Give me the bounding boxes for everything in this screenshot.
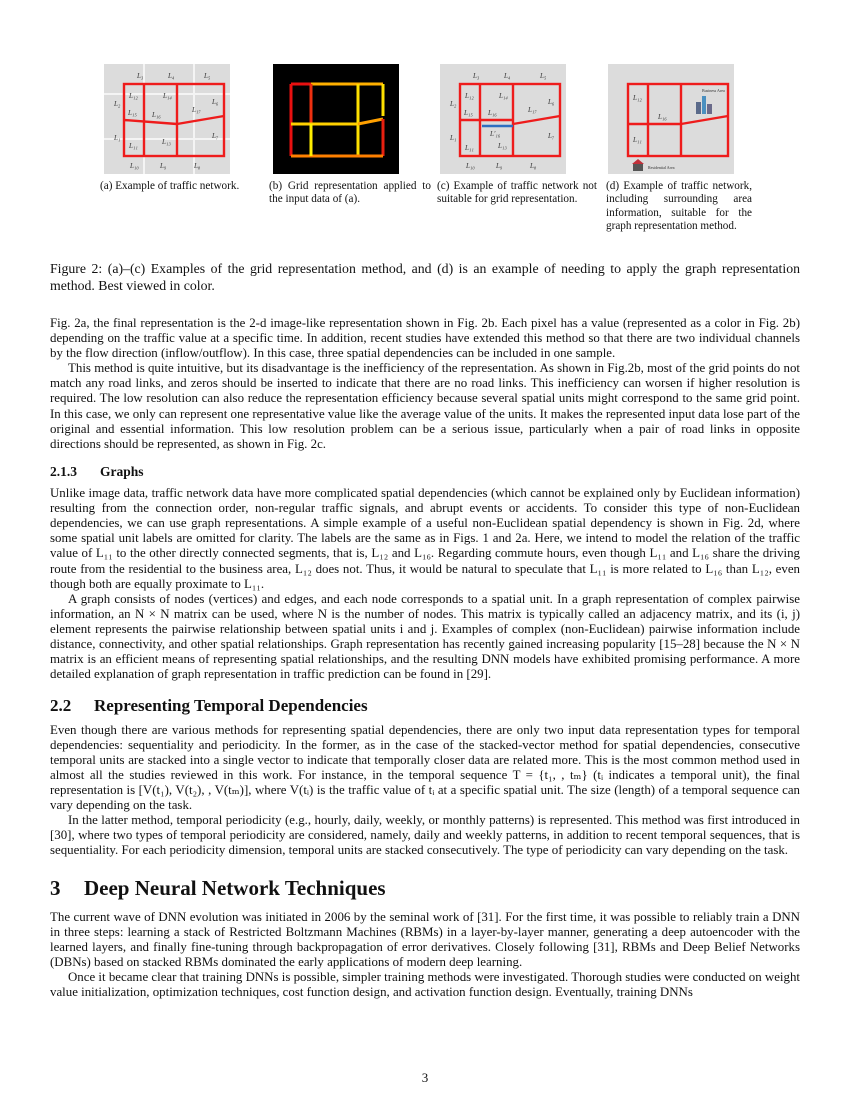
label: L₁₂ xyxy=(633,94,642,102)
figure-2a-traffic-network xyxy=(104,64,230,174)
label: L₉ xyxy=(160,162,167,170)
label: L₁₁ xyxy=(633,136,642,144)
label: L₁₄ xyxy=(163,92,172,100)
subcaption-b: (b) Grid representation applied to the input data of (a). xyxy=(269,180,431,206)
section-temporal-body xyxy=(50,723,800,859)
label: L₂ xyxy=(114,100,121,108)
label: L₁₁ xyxy=(465,144,474,152)
label: L₁₃ xyxy=(498,142,507,150)
subcaption-c: (c) Example of traffic network not suitable for grid representation. xyxy=(437,180,597,206)
label: L₁₅ xyxy=(464,109,473,117)
label: L₂ xyxy=(450,100,457,108)
label: L₁₂ xyxy=(465,92,474,100)
section-number: 3 xyxy=(50,876,61,901)
section-dnn-body xyxy=(50,910,800,1001)
label: L₁₃ xyxy=(162,138,171,146)
label: L₉ xyxy=(496,162,503,170)
label: L₁₆ xyxy=(152,111,161,119)
figure-2d-graph-network xyxy=(608,64,734,174)
label: L₁ xyxy=(114,134,121,142)
label: L₁₁ xyxy=(129,142,138,150)
label: L₆ xyxy=(212,98,219,106)
label: L₁₀ xyxy=(130,162,139,170)
label: L₅ xyxy=(204,72,211,80)
subcaption-d: (d) Example of traffic network, including surrounding area information, suitable for the graph representation method. xyxy=(606,180,752,232)
label: L₁₆ xyxy=(488,109,497,117)
label: L₅ xyxy=(540,72,547,80)
label: L₁₇ xyxy=(192,106,201,114)
label: L₄ xyxy=(504,72,511,80)
figure-2b-grid-representation xyxy=(273,64,399,174)
body-text xyxy=(50,316,800,1086)
subcaption-a: (a) Example of traffic network. xyxy=(100,180,240,192)
label: L₁₆ xyxy=(658,113,667,121)
subsection-heading-temporal xyxy=(50,696,800,716)
label: L₄ xyxy=(168,72,175,80)
residential-area-label: Residential Area xyxy=(648,165,675,170)
label: L₇ xyxy=(212,132,219,140)
section-graphs-body xyxy=(50,486,800,682)
label: L₁₄ xyxy=(499,92,508,100)
label: L₈ xyxy=(194,162,201,170)
paragraph: In the latter method, temporal periodicity (e.g., hourly, daily, weekly, or monthly patterns) is represented. This method was first introduced in [30], where two types of temporal periodicity are considered, namely, daily and weekly patterns, in addition to recent temporal sequences, that is sequentiality. For each periodicity dimension, temporal units are stacked consecutively. The type of periodicity can vary depending on the task. xyxy=(50,813,800,858)
business-area-label: Business Area xyxy=(702,88,725,93)
section-heading-dnn xyxy=(50,876,800,901)
label: L₃ xyxy=(473,72,480,80)
paragraph: Unlike image data, traffic network data have more complicated spatial dependencies (which cannot be explained only by Euclidean information) resulting from the connection order, non-regular traffic signals, and abrupt events or accidents. To consider this type of non-Euclidean dependencies, we can use graph representations. A simple example of a useful non-Euclidean spatial dependency is shown in Fig. 2d, where some spatial unit labels are omitted for clarity. The labels are the same as in Figs. 1 and 2a. Here, we intend to model the relation of the traffic value of L₁₁ to the other directly connected segments, that is, L₁₂ and L₁₆. Regarding commute hours, even though L₁₁ and L₁₆ share the driving route from the residential to the business area, L₁₂ does not. Thus, it would be natural to speculate that L₁₁ is more related to L₁₆ than L₁₂, even though both are equally proximate to L₁₁. xyxy=(50,486,800,591)
subsubsection-heading-graphs xyxy=(50,464,800,480)
paragraph: The current wave of DNN evolution was initiated in 2006 by the seminal work of [31]. For the first time, it was possible to reliably train a DNN in three steps: learning a stack of Restricted Boltzmann Machines (RBMs) in a layer-by-layer manner, generating a deep autoencoder with the learned layers, and finally fine-tuning through backpropagation of error derivatives. Closely following [31], RBMs and Deep Belief Networks (DBNs) based on stacked RBMs dominated the early applications of modern deep learning. xyxy=(50,909,800,969)
label: L₇ xyxy=(548,132,555,140)
page-number: 3 xyxy=(421,1070,429,1085)
section-title: Deep Neural Network Techniques xyxy=(84,876,386,901)
section-number: 2.1.3 xyxy=(50,463,77,479)
paragraph: Once it became clear that training DNNs is possible, simpler training methods were investigated. Thorough studies were conducted on weight value initialization, optimization techniques, cost function design, and activation function design. Eventually, training DNNs xyxy=(50,970,800,1000)
label: L₈ xyxy=(530,162,537,170)
paragraph: A graph consists of nodes (vertices) and edges, and each node corresponds to a spatial unit. In a graph representation of complex pairwise information, an N × N matrix can be used, where N is the number of nodes. This matrix is typically called an adjacency matrix, and its (i, j) element represents the pairwise relationship between spatial units i and j. Examples of complex (non-Euclidean) pairwise information include distance, connectivity, and other spatial relationships. Graph representation has recently gained increasing popularity [15–28] because the N × N matrix is an efficient means of representing spatial relationships, and the resulting DNN models have exhibited promising performance. A more detailed explanation of graph representation in traffic prediction can be found in [29]. xyxy=(50,591,800,682)
paragraph: Even though there are various methods for representing spatial dependencies, there are only two input data representation types for temporal dependencies: sequentiality and periodicity. In the former, as in the case of the stacked-vector method for spatial dependencies, consecutive temporal units are stacked into a single vector to indicate that temporally closer data are related more. This is the most common method used in almost all the studies reviewed in this work. For instance, in the temporal sequence T = {t₁, , tₘ} (tᵢ indicates a temporal unit), the final representation is [V(t₁), V(t₂), , V(tₘ)], where V(tᵢ) is the traffic value of tᵢ at a specific spatial unit. The size (length) of a temporal sequence can vary depending on the task. xyxy=(50,722,800,813)
section-title: Graphs xyxy=(100,463,144,479)
label: L₁ xyxy=(450,134,457,142)
label: L₆ xyxy=(548,98,555,106)
label: L₃ xyxy=(137,72,144,80)
figure-2c-traffic-network xyxy=(440,64,566,174)
label: L₁₂ xyxy=(129,92,138,100)
label: L₁₅ xyxy=(128,109,137,117)
figure-caption: Figure 2: (a)–(c) Examples of the grid representation method, and (d) is an example of needing to apply the graph representation method. Best viewed in color. xyxy=(50,261,800,293)
section-2-1-2-continued xyxy=(50,316,800,452)
label: L′₁₆ xyxy=(490,130,501,138)
label: L₁₀ xyxy=(466,162,475,170)
label: L₁₇ xyxy=(528,106,537,114)
section-number: 2.2 xyxy=(50,696,72,716)
paragraph: This method is quite intuitive, but its disadvantage is the inefficiency of the representation. As shown in Fig.2b, most of the grid points do not match any road links, and zeros should be inserted to indicate that there are no road links. This inefficiency can worsen if higher resolution is required. The low resolution can also reduce the representation efficiency because several spatial units might correspond to the same grid point. In this case, we only can represent one representative value like the average value of the units. It makes the represented input data lose part of the original and essential information. This low resolution problem can be a serious issue, particularly when a pair of road links in opposite directions should be represented, as shown in Fig. 2c. xyxy=(50,361,800,451)
section-title: Representing Temporal Dependencies xyxy=(94,696,368,716)
paragraph: Fig. 2a, the final representation is the 2-d image-like representation shown in Fig. 2b. Each pixel has a value (represented as a color in Fig. 2b) depending on the traffic value at a specific time. In addition, recent studies have extended this method so that there are two individual channels by the flow direction (inflow/outflow). In this case, three spatial dependencies can be included in one sample. xyxy=(50,316,800,361)
